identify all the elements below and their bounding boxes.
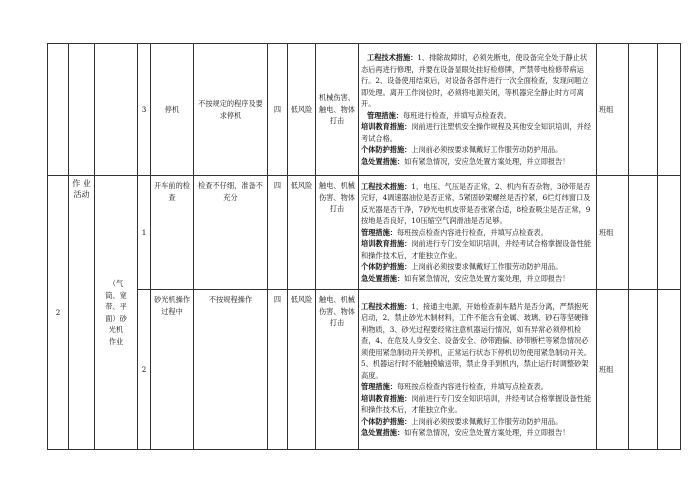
extra-col-2: [658, 290, 681, 450]
emergency-measure: 急处置措施：如有紧急情况，安应急处置方案处理，并立即报告！: [361, 156, 570, 166]
training-measure: 培训教育措施：岗前进行专门安全知识培训，并经考试合格掌握设备性能和操作技术后，才能独立作业。: [361, 239, 592, 260]
group-no: 2: [48, 176, 69, 450]
extra-col-2: [658, 44, 681, 176]
risk-level: 四: [268, 44, 288, 176]
group-no-cell-empty: [48, 44, 69, 176]
extra-col-2: [658, 176, 681, 290]
hazard-description: 不按规程操作: [194, 290, 268, 450]
consequence: 机械伤害、触电、物体打击: [316, 44, 359, 176]
engineering-measure: 工程技术措施：1、接通主电源，开始检查刹车踏片是否分离，严禁抱死启动，2、禁止砂光木制材料，工件不能含有金属、玻璃、砂石等坚硬锋利物质，3、砂光过程要经常注意机器运行情况，如有异常必须停机检查，4、在危及人身安全、设备安全、砂带跑偏、砂带断栏等紧急情况必须使用紧急制动开关停机，正常运行状态下停机切勿使用紧急制动开关。5、机器运行时不能触摸输送带，禁止身手到机内，禁止运行时调整砂架高度。: [361, 301, 592, 380]
step-no: 2: [138, 290, 151, 450]
step-name: 砂光机操作过程中: [151, 290, 194, 450]
extra-col-1: [629, 290, 658, 450]
responsible-unit: 班组: [597, 44, 629, 176]
ppe-measure: 个体防护措施：上岗前必须按要求佩戴好工作服劳动防护用品。: [361, 416, 563, 426]
emergency-measure: 急处置措施：如有紧急情况，安应急处置方案处理，并立即报告！: [361, 428, 570, 437]
risk-grade: 低风险: [288, 290, 316, 450]
control-measures: [359, 176, 597, 290]
extra-col-1: [629, 44, 658, 176]
activity-label: 作 业 活动: [69, 176, 95, 450]
consequence: 触电、机械伤害、物体打击: [316, 290, 359, 450]
hazard-description: 检查不仔细，准备不充分: [194, 176, 268, 290]
training-measure: 培训教育措施：岗前进行注塑机安全操作规程及其他安全知识培训，并经考试合格。: [361, 122, 592, 143]
risk-grade: 低风险: [288, 176, 316, 290]
ppe-measure: 个体防护措施：上岗前必须按要求佩戴好工作服劳动防护用品。: [361, 262, 563, 272]
control-measures: [359, 290, 597, 450]
step-no: 1: [138, 176, 151, 290]
responsible-unit: 班组: [597, 176, 629, 290]
hazard-description: 不按规定的程序及要求停机: [194, 44, 268, 176]
responsible-unit: 班组: [597, 290, 629, 450]
activity-sub-cell-empty: [95, 44, 138, 176]
step-no: 3: [138, 44, 151, 176]
management-measure: 管理措施：每班按点检查内容进行检查，并填写点检查表。: [361, 382, 548, 391]
engineering-measure: 工程技术措施：1、排除故障时，必须先断电，使设备完全处于静止状态后再进行修理，并要在设备显眼处挂好检修牌，严禁带电检修带病运行。2、设备使用结束后，对设备各部件进行一次全面检查，发现问题立即处理。离开工作岗位时，必须将电源关闭，等机器完全静止时方可离开。: [361, 53, 589, 108]
consequence: 触电、机械伤害、物体打击: [316, 176, 359, 290]
table-row: [48, 44, 681, 176]
control-measures: [359, 44, 597, 176]
management-measure: 管理措施：每班进行检查，并填写点检查表。: [367, 110, 511, 120]
engineering-measure: 工程技术措施：1、电压、气压是否正常，2、机内有否杂物，3砂带是否 完好，4调速器油位是否正常，5紧固砂架螺丝是否拧紧，6烂灯纬窗口及反光器是否干净，7砂光电机皮带是否张紧合适，8检查吸尘是否正常，9按地是否良好，10压缩空气润滑油是否足够。: [361, 181, 591, 226]
table-row: [48, 290, 681, 450]
emergency-measure: 急处置措施：如有紧急情况，安应急处置方案处理，并立即报告！: [361, 273, 570, 283]
table-row: [48, 176, 681, 290]
risk-table: [47, 43, 681, 450]
training-measure: 培训教育措施：岗前进行专门安全知识培训，并经考试合格掌握设备性能和操作技术后，才能独立作业。: [361, 393, 592, 414]
activity-name: （气 筒、宽 带、平 面）砂 光机 作业: [95, 176, 138, 450]
management-measure: 管理措施：每班按点检查内容进行检查，并填写点检查表。: [361, 227, 548, 237]
ppe-measure: 个体防护措施：上岗前必须按要求佩戴好工作服劳动防护用品。: [361, 145, 563, 154]
risk-level: 四: [268, 290, 288, 450]
risk-grade: 低风险: [288, 44, 316, 176]
activity-cell-empty: [69, 44, 95, 176]
step-name: 停机: [151, 44, 194, 176]
risk-level: 四: [268, 176, 288, 290]
step-name: 开车前的检查: [151, 176, 194, 290]
extra-col-1: [629, 176, 658, 290]
